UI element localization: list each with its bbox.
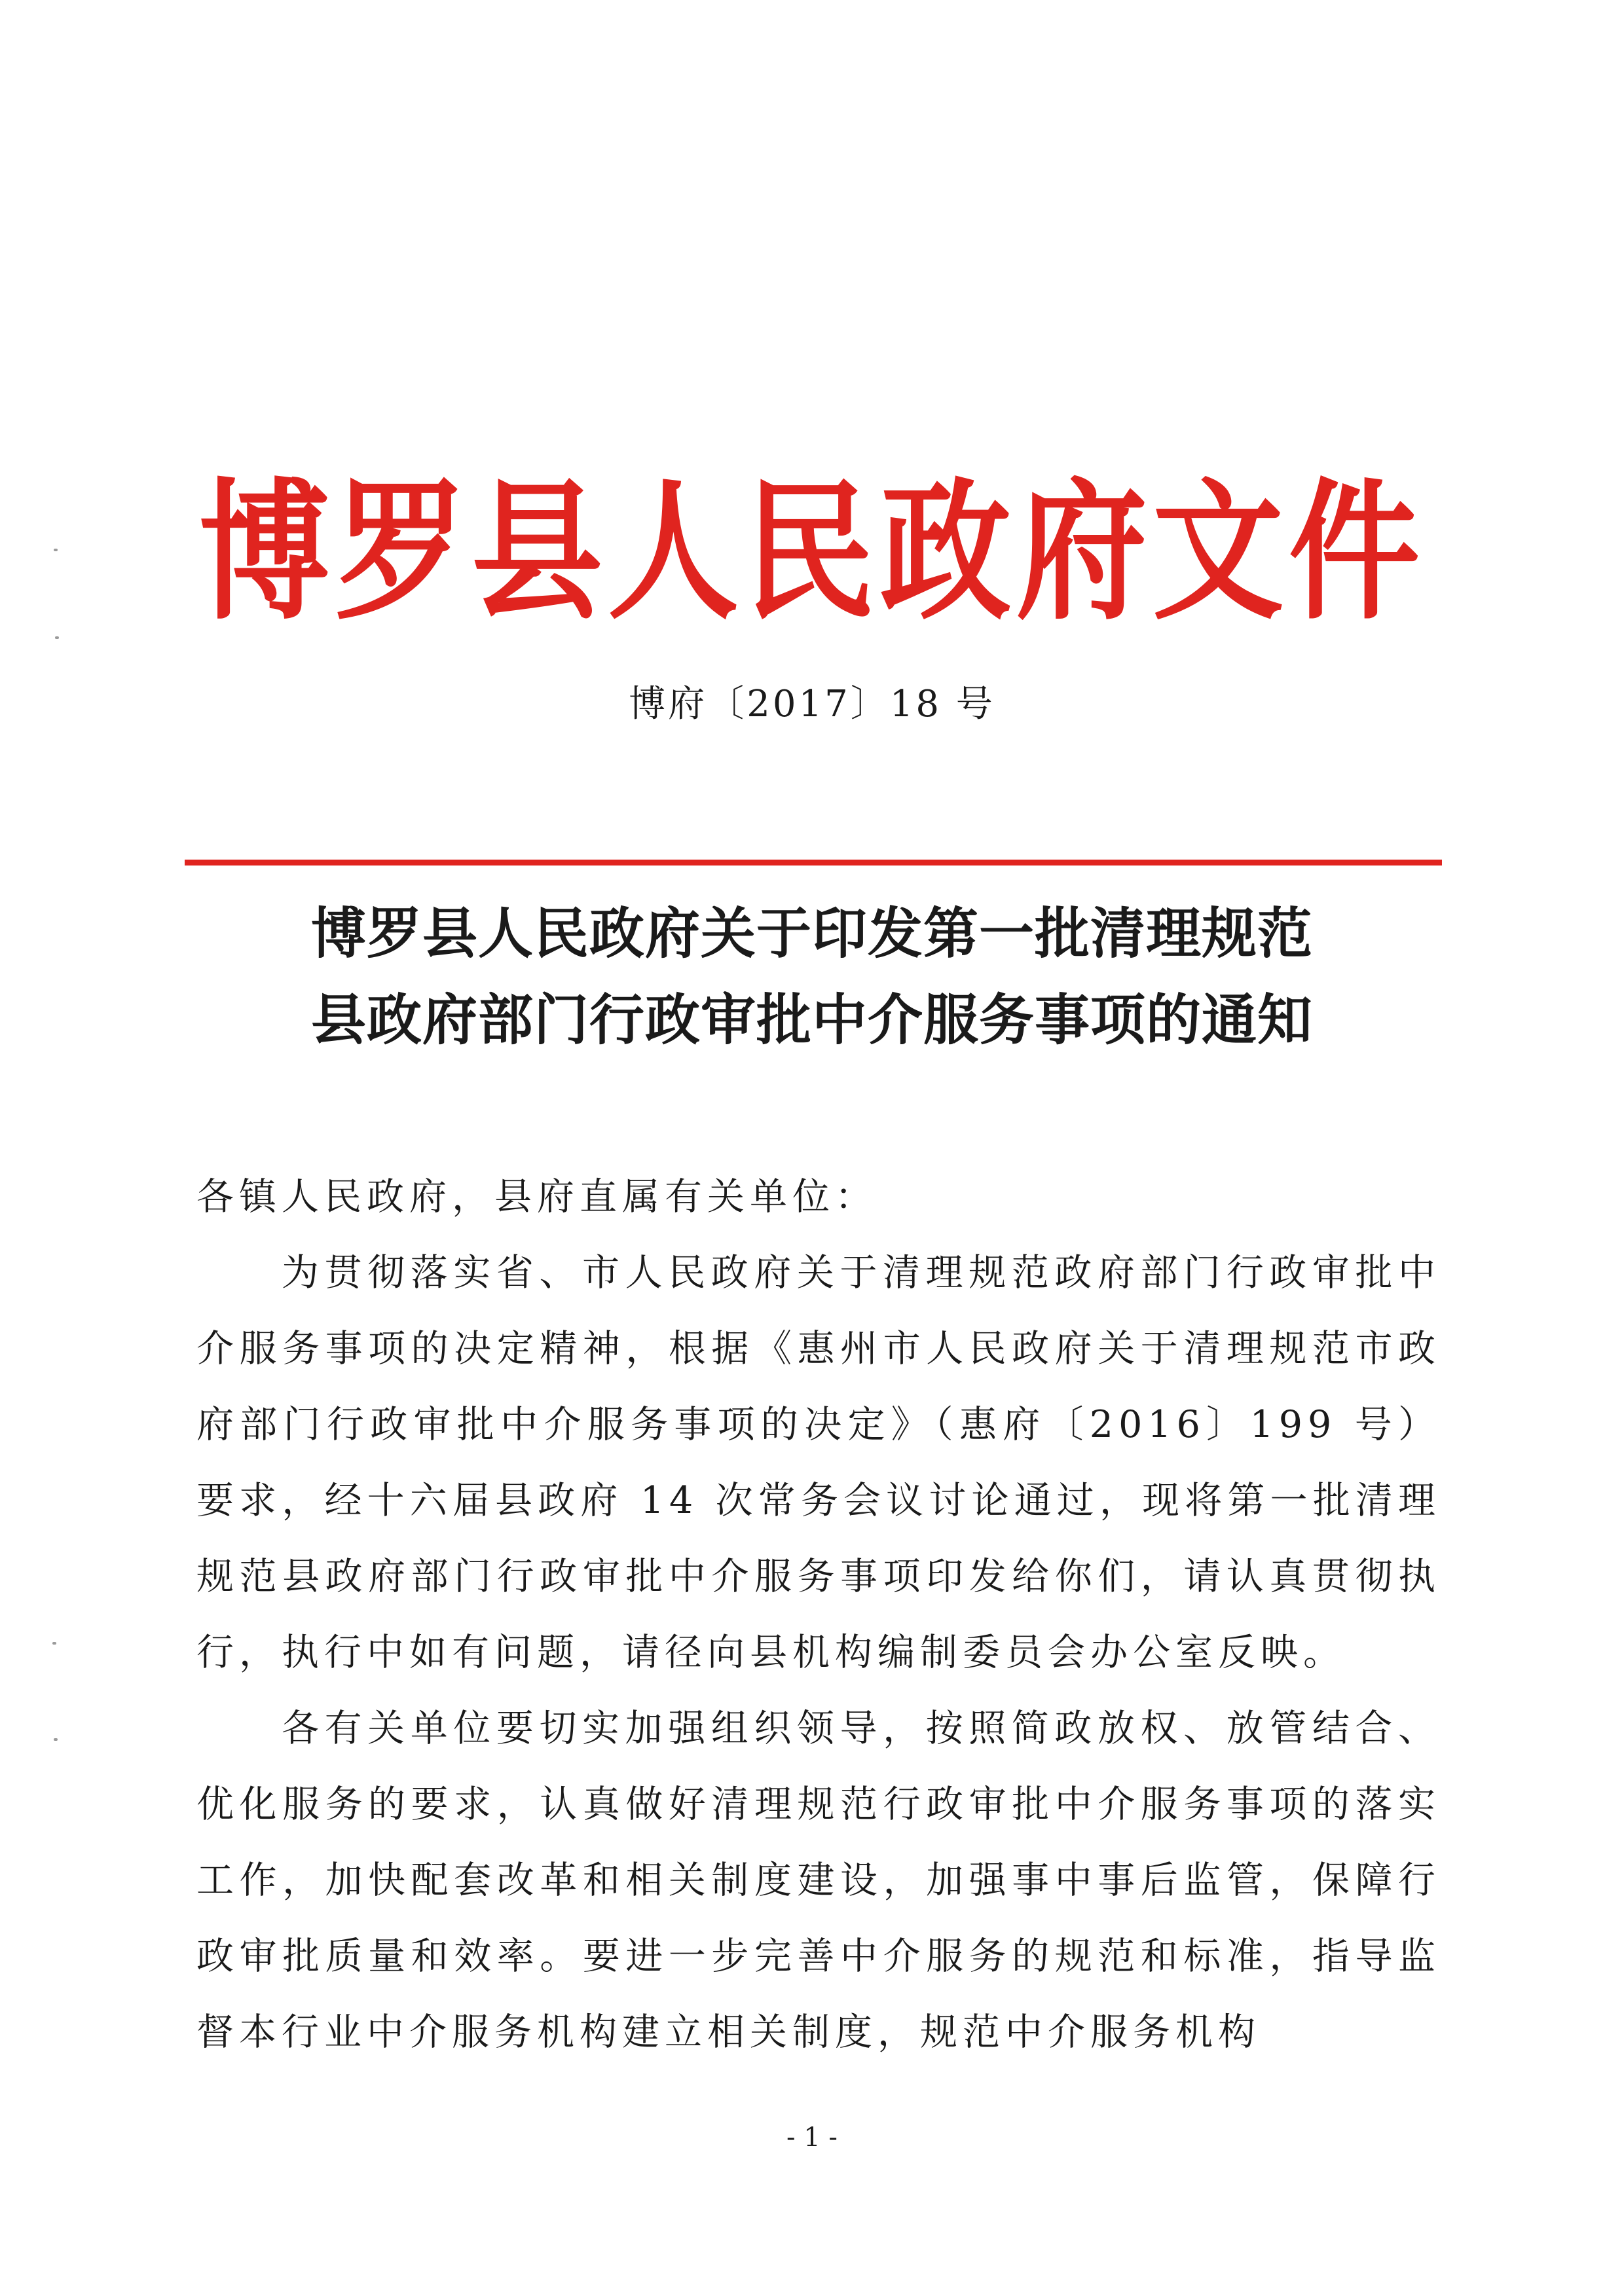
scan-speck <box>54 1738 58 1741</box>
salutation: 各镇人民政府，县府直属有关单位： <box>196 1175 877 1218</box>
page-number: - 1 - <box>786 2123 838 2153</box>
body-paragraph-1: 为贯彻落实省、市人民政府关于清理规范政府部门行政审批中介服务事项的决定精神，根据《惠州市人民政府关于清理规范市政府部门行政审批中介服务事项的决定》（惠府〔2016〕199 号）要求，经十六届县政府 14 次常务会议讨论通过，现将第一批清理规范县政府部门行政审批中介服务事项印发给你们，请认真贯彻执行，执行中如有问题，请径向县机构编制委员会办公室反映。 <box>196 1251 1441 1674</box>
scan-speck <box>55 636 59 639</box>
title-line-2: 县政府部门行政审批中介服务事项的通知 <box>310 988 1313 1052</box>
document-body <box>196 1159 1441 2070</box>
body-paragraph-2: 各有关单位要切实加强组织领导，按照简政放权、放管结合、优化服务的要求，认真做好清理规范行政审批中介服务事项的落实工作，加快配套改革和相关制度建设，加强事中事后监管，保障行政审批质量和效率。要进一步完善中介服务的规范和标准，指导监督本行业中介服务机构建立相关制度，规范中介服务机构 <box>196 1707 1441 2054</box>
document-number: 博府〔2017〕18 号 <box>629 683 995 725</box>
red-divider-line <box>185 860 1442 866</box>
document-masthead: 博罗县人民政府文件 <box>198 465 1425 641</box>
document-title <box>0 890 1624 1063</box>
scan-speck <box>52 1642 56 1645</box>
title-line-1: 博罗县人民政府关于印发第一批清理规范 <box>310 902 1313 966</box>
